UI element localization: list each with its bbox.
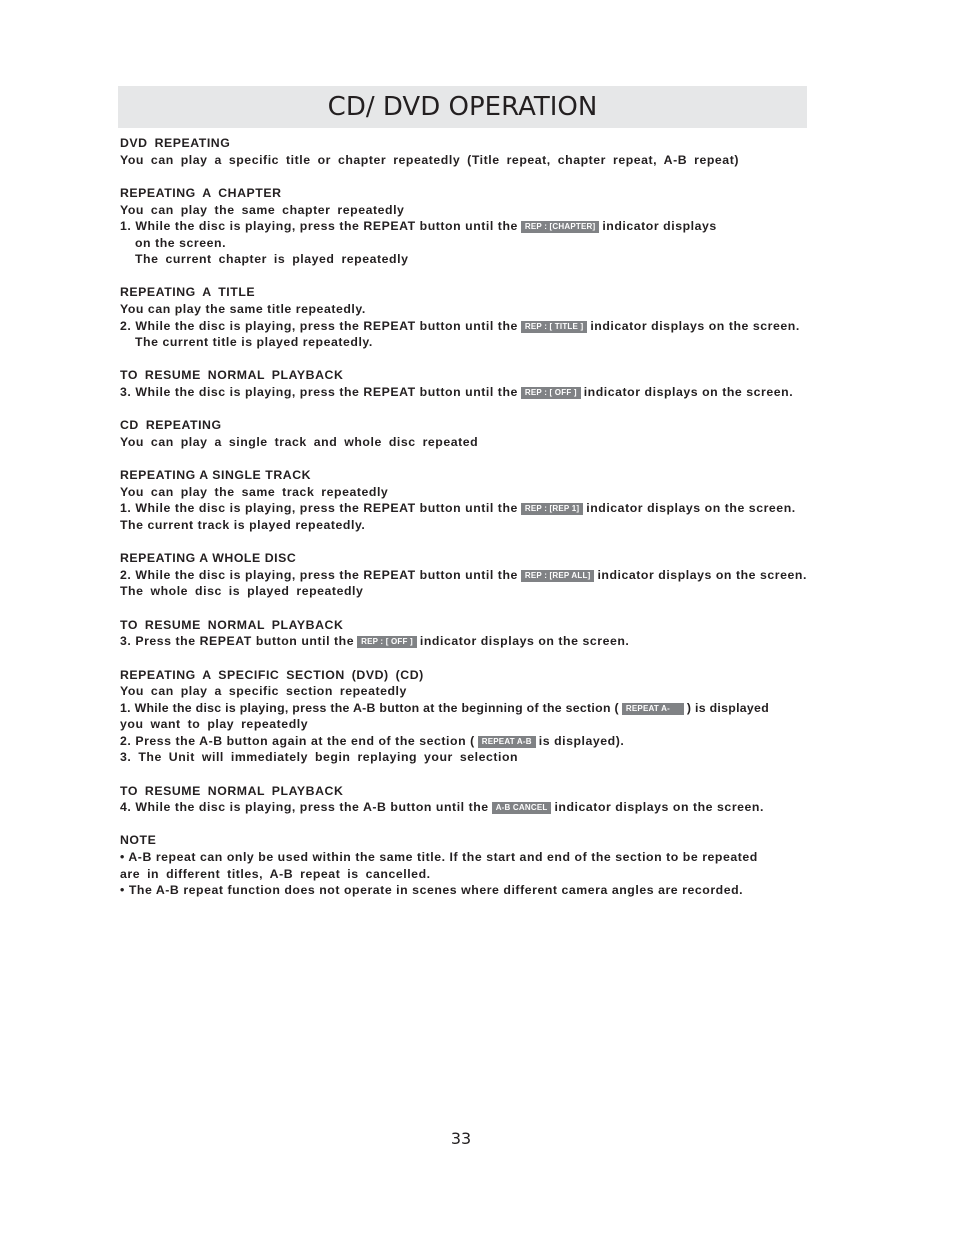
whole-disc-result: The whole disc is played repeatedly (120, 584, 364, 598)
section-heading-single-track: REPEATING A SINGLE TRACK (120, 468, 312, 482)
specific-section-step-1-cont: you want to play repeatedly (120, 717, 309, 731)
specific-section-step-1 (120, 700, 769, 716)
step-text-post: indicator displays on the screen. (554, 800, 764, 814)
step-text-post: indicator displays on the screen. (586, 501, 796, 515)
resume-2-step (120, 633, 629, 649)
section-heading-note: NOTE (120, 833, 157, 847)
step-text-post: ) is displayed (686, 701, 770, 715)
specific-section-step-2 (120, 733, 624, 749)
whole-disc-step (120, 567, 807, 583)
section-heading-resume-1: TO RESUME NORMAL PLAYBACK (120, 368, 344, 382)
note-bullet-2: • The A-B repeat function does not operate in scenes where different camera angles are recorded. (120, 883, 744, 897)
step-text-post: indicator displays (602, 219, 717, 233)
page-number: 33 (450, 1129, 472, 1148)
step-text: 2. While the disc is playing, press the REPEAT button until the (120, 319, 518, 333)
repeating-chapter-step (120, 218, 717, 234)
off-indicator-badge: REP : [ OFF ] (521, 387, 581, 399)
section-heading-dvd-repeating: DVD REPEATING (120, 136, 231, 150)
note-bullet-1-cont: are in different titles, A-B repeat is cancelled. (120, 867, 431, 881)
section-heading-repeating-title: REPEATING A TITLE (120, 285, 256, 299)
step-text-post: indicator displays on the screen. (590, 319, 800, 333)
note-bullet-1: • A-B repeat can only be used within the same title. If the start and end of the section to be repeated (120, 850, 758, 864)
repeat-a-indicator-badge: REPEAT A- (622, 703, 684, 715)
title-indicator-badge: REP : [ TITLE ] (521, 321, 587, 333)
step-text-open: ( (614, 701, 619, 715)
repeating-chapter-result: The current chapter is played repeatedly (135, 252, 409, 266)
title-bar (118, 86, 807, 128)
step-text: 3. Press the REPEAT button until the (120, 634, 355, 648)
repall-indicator-badge: REP : [REP ALL] (521, 570, 595, 582)
repeating-chapter-step-cont: on the screen. (135, 236, 227, 250)
repeat-ab-indicator-badge: REPEAT A-B (478, 736, 536, 748)
section-heading-resume-3: TO RESUME NORMAL PLAYBACK (120, 784, 344, 798)
section-heading-repeating-chapter: REPEATING A CHAPTER (120, 186, 282, 200)
resume-3-step (120, 799, 764, 815)
repeating-title-result: The current title is played repeatedly. (135, 335, 373, 349)
section-heading-specific-section: REPEATING A SPECIFIC SECTION (DVD) (CD) (120, 668, 424, 682)
resume-1-step (120, 384, 793, 400)
dvd-repeating-intro: You can play a specific title or chapter repeatedly (Title repeat, chapter repeat, A-B repeat) (120, 153, 739, 167)
section-heading-resume-2: TO RESUME NORMAL PLAYBACK (120, 618, 344, 632)
step-text: 1. While the disc is playing, press the A-B button at the beginning of the section (120, 701, 611, 715)
repeating-title-step (120, 318, 800, 334)
cd-repeating-intro: You can play a single track and whole disc repeated (120, 435, 479, 449)
rep1-indicator-badge: REP : [REP 1] (521, 503, 583, 515)
single-track-result: The current track is played repeatedly. (120, 518, 366, 532)
single-track-step (120, 500, 796, 516)
specific-section-step-3: 3. The Unit will immediately begin replaying your selection (120, 750, 519, 764)
step-text: 2. Press the A-B button again at the end of the section ( (120, 734, 475, 748)
page-title: CD/ DVD OPERATION (327, 92, 598, 122)
repeating-title-intro: You can play the same title repeatedly. (120, 302, 366, 316)
repeating-chapter-intro: You can play the same chapter repeatedly (120, 203, 405, 217)
chapter-indicator-badge: REP : [CHAPTER] (521, 221, 599, 233)
step-text-post: indicator displays on the screen. (419, 634, 630, 648)
section-heading-whole-disc: REPEATING A WHOLE DISC (120, 551, 297, 565)
step-text: 4. While the disc is playing, press the A-B button until the (120, 800, 489, 814)
step-text: 2. While the disc is playing, press the REPEAT button until the (120, 568, 518, 582)
section-heading-cd-repeating: CD REPEATING (120, 418, 222, 432)
specific-section-intro: You can play a specific section repeatedly (120, 684, 407, 698)
step-text-post: indicator displays on the screen. (597, 568, 807, 582)
step-text: 1. While the disc is playing, press the REPEAT button until the (120, 219, 518, 233)
step-text-post: is displayed). (538, 734, 625, 748)
off-indicator-badge: REP : [ OFF ] (357, 636, 417, 648)
ab-cancel-indicator-badge: A-B CANCEL (492, 802, 552, 814)
step-text-post: indicator displays on the screen. (583, 385, 794, 399)
step-text: 3. While the disc is playing, press the REPEAT button until the (120, 385, 518, 399)
step-text: 1. While the disc is playing, press the REPEAT button until the (120, 501, 518, 515)
single-track-intro: You can play the same track repeatedly (120, 485, 389, 499)
